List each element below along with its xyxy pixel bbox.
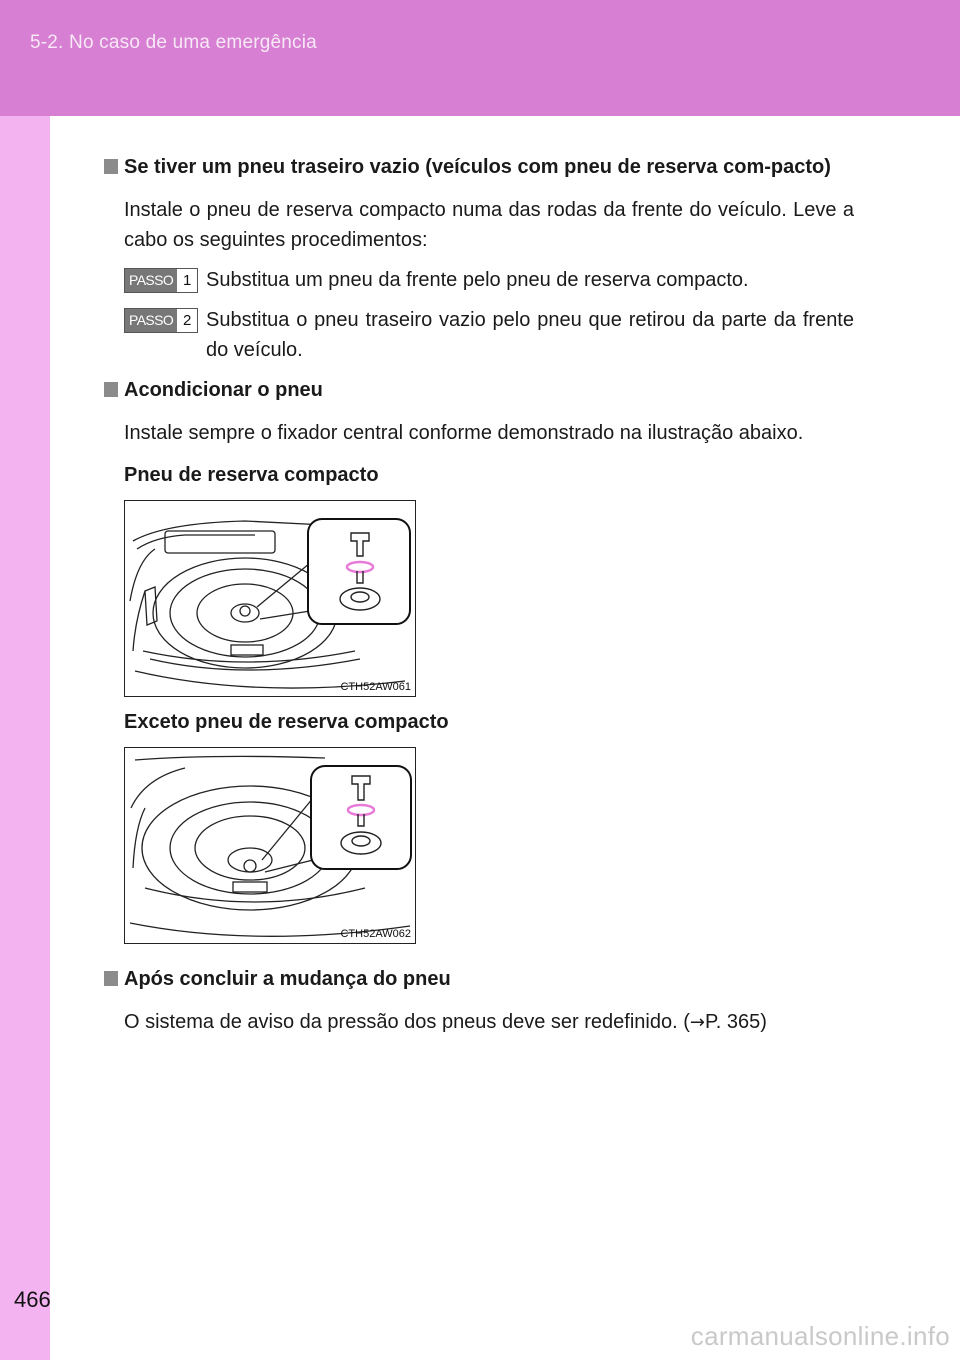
figure-code: CTH52AW061 (340, 681, 411, 693)
trunk-regular-spare-illustration (125, 748, 415, 943)
step-text: Substitua o pneu traseiro vazio pelo pneu que retirou da parte da frente do veículo. (206, 309, 854, 361)
square-bullet-icon (104, 382, 118, 397)
figure-caption: Exceto pneu de reserva compacto (124, 711, 449, 733)
square-bullet-icon (104, 159, 118, 174)
section-after-change (104, 964, 854, 1038)
figure-caption: Pneu de reserva compacto (124, 464, 379, 486)
header-band (0, 0, 960, 116)
section-title: 5-2. No caso de uma emergência (30, 32, 317, 53)
section-paragraph: Instale o pneu de reserva compacto numa das rodas da frente do veículo. Leve a cabo os seguintes procedimentos: (124, 199, 854, 251)
step-badge (124, 308, 198, 333)
step-badge-number: 2 (177, 309, 197, 332)
step-badge (124, 268, 198, 293)
paragraph-text: O sistema de aviso da pressão dos pneus deve ser redefinido. ( (124, 1011, 690, 1033)
section-store-tire (104, 375, 854, 944)
section-paragraph (124, 1007, 854, 1038)
step-badge-label: PASSO (125, 309, 177, 332)
step-1 (124, 265, 854, 295)
step-text: Substitua um pneu da frente pelo pneu de reserva compacto. (206, 269, 749, 291)
arrow-right-icon: → (689, 1012, 705, 1033)
page-number: 466 (14, 1287, 51, 1312)
watermark: carmanualsonline.info (690, 1321, 950, 1351)
illustration-compact-spare (124, 500, 416, 697)
heading-text: Após concluir a mudança do pneu (124, 968, 451, 990)
section-heading (104, 152, 854, 183)
section-paragraph: Instale sempre o fixador central conforme demonstrado na ilustração abaixo. (124, 422, 804, 444)
step-badge-number: 1 (177, 269, 197, 292)
trunk-spare-illustration (125, 501, 415, 696)
heading-text: Acondicionar o pneu (124, 379, 323, 401)
section-heading (104, 964, 854, 995)
step-badge-label: PASSO (125, 269, 177, 292)
figure-code: CTH52AW062 (340, 928, 411, 940)
page-content (104, 152, 854, 1038)
square-bullet-icon (104, 971, 118, 986)
section-flat-rear-tire (104, 152, 854, 365)
page-reference-link[interactable]: P. 365) (704, 1011, 767, 1033)
side-band (0, 116, 50, 1360)
heading-text: Se tiver um pneu traseiro vazio (veículos com pneu de reserva com-pacto) (124, 156, 831, 178)
section-heading (104, 375, 854, 406)
illustration-regular-spare (124, 747, 416, 944)
step-2 (124, 305, 854, 365)
